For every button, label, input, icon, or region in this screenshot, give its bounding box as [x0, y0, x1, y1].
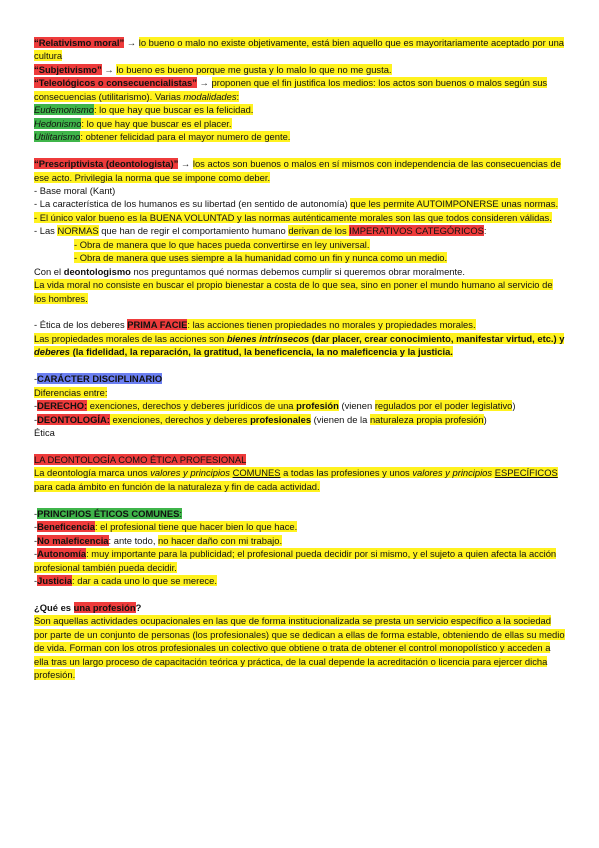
no-maleficencia-line: -No maleficencia: ante todo, no hacer daño con mi trabajo. [34, 534, 283, 546]
deontologia-term: DEONTOLOGÍA: [37, 413, 110, 425]
profesion-term: una profesión [73, 601, 136, 613]
arrow-icon: → [178, 158, 193, 170]
sub-list-item: - Obra de manera que uses siempre a la humanidad como un fin y nunca como un medio. [74, 252, 448, 264]
arrow-icon: → [101, 63, 117, 75]
caracter-disciplinario-heading: CARÁCTER DISCIPLINARIO [37, 373, 163, 385]
section-heading: -CARÁCTER DISCIPLINARIO [34, 373, 163, 385]
prescriptivista-term: “Prescriptivista (deontologista)” [34, 158, 179, 170]
justicia-term: Justicia [37, 575, 73, 587]
utilitarismo-line: Utilitarismo: obtener felicidad para el mayor numero de gente. [34, 131, 291, 143]
deontologia-marca-paragraph: La deontología marca unos valores y principios COMUNES a todas las profesiones y unos valores y principios ESPECÍFICOS para cada ámbito en función de la naturaleza y fin de cada actividad. [34, 467, 558, 492]
sub-list-item: - Obra de manera que lo que haces pueda convertirse en ley universal. [74, 238, 370, 250]
subjetivismo-term: “Subjetivismo” [34, 63, 102, 75]
diferencias-line: Diferencias entre: [34, 386, 108, 398]
principios-heading: PRINCIPIOS ÉTICOS COMUNES [37, 507, 180, 519]
modalidades-label: modalidades [183, 90, 237, 102]
arrow-icon: → [196, 77, 212, 89]
relativismo-paragraph [34, 36, 566, 63]
relativismo-text: lo bueno o malo no existe objetivamente, está bien aquello que es mayoritariamente aceptado por una cultura [34, 37, 565, 62]
profesion-definition: Son aquellas actividades ocupacionales en las que de forma institucionalizada se presta un servicio específico a la sociedad por parte de un conjunto de personas (los profesionales) que se dedican a ellas de forma estable, obteniendo de ellas su medio de vida. Forman con los otros profesionales un colectivo que obtiene o trata de obtener el control monopolístico y acceden a ella tras un largo proceso de capacitación teórica y práctica, de la cual depende la acreditación o licencia para ejercer dicha profesión. [34, 615, 565, 681]
list-item: - La característica de los humanos es su libertad (en sentido de autonomía) que les permite AUTOIMPONERSE unas normas. [34, 198, 559, 210]
section-heading [34, 453, 566, 466]
beneficencia-line: -Beneficencia: el profesional tiene que hacer bien lo que hace. [34, 521, 298, 533]
etica-line: Ética [34, 427, 55, 439]
hedonismo-line: Hedonismo: lo que hay que buscar es el placer. [34, 117, 232, 129]
subjetivismo-paragraph [34, 63, 566, 76]
list-item: - Las NORMAS que han de regir el comportamiento humano derivan de los IMPERATIVOS CATEGÓRICOS: [34, 225, 487, 237]
propiedades-paragraph: Las propiedades morales de las acciones son bienes intrínsecos (dar placer, crear conocimiento, manifestar virtud, etc.) y deberes (la fidelidad, la reparación, la gratitud, la beneficencia, la no maleficencia y la justicia. [34, 332, 565, 358]
deontologia-line: -DEONTOLOGÍA: exenciones, derechos y deberes profesionales (vienen de la naturaleza propia profesión) [34, 413, 487, 425]
list-item: - Base moral (Kant) [34, 184, 116, 196]
teleologicos-paragraph: “Teleológicos o consecuencialistas” → proponen que el fin justifica los medios: los actos son buenos o malos según sus consecuencias (utilitarismo). Varias modalidades: [34, 77, 548, 102]
vida-moral-line: La vida moral no consiste en buscar el propio bienestar a costa de lo que sea, sino en poner el mundo humano al servicio de los hombres. [34, 279, 553, 304]
eudemonismo-line: Eudemonismo: lo que hay que buscar es la felicidad. [34, 104, 254, 116]
utilitarismo-term: Utilitarismo [34, 131, 81, 143]
section-heading: -PRINCIPIOS ÉTICOS COMUNES: [34, 507, 182, 519]
teleologicos-text: proponen que el fin justifica los medios: los actos son buenos o malos según sus consecuencias (utilitarismo). Varias [34, 77, 548, 102]
beneficencia-term: Beneficencia [37, 521, 95, 533]
derecho-term: DERECHO: [37, 400, 88, 412]
justicia-line: -Justicia: dar a cada uno lo que se merece. [34, 575, 217, 587]
arrow-icon: → [124, 37, 139, 48]
relativismo-term: “Relativismo moral” [34, 37, 125, 48]
derecho-line: -DERECHO: exenciones, derechos y deberes jurídicos de una profesión (vienen regulados por el poder legislativo) [34, 400, 516, 412]
profesion-question: ¿Qué es una profesión? [34, 601, 142, 613]
prima-facie-term: PRIMA FACIE [127, 319, 188, 331]
deontologismo-line: Con el deontologismo nos preguntamos qué normas debemos cumplir si queremos obrar moralmente. [34, 265, 465, 277]
no-maleficencia-term: No maleficencia [37, 534, 109, 546]
autonomia-term: Autonomía [37, 548, 87, 560]
eudemonismo-term: Eudemonismo [34, 104, 94, 116]
prescriptivista-paragraph: “Prescriptivista (deontologista)” → los actos son buenos o malos en sí mismos con independencia de las consecuencias de ese acto. Privilegia la norma que se impone como deber. [34, 158, 561, 183]
hedonismo-term: Hedonismo [34, 117, 82, 129]
prima-facie-paragraph: - Ética de los deberes PRIMA FACIE: las acciones tienen propiedades no morales y propiedades morales. [34, 319, 476, 331]
document-page [34, 36, 566, 682]
subjetivismo-text: lo bueno es bueno porque me gusta y lo malo lo que no me gusta. [116, 63, 392, 75]
teleologicos-term: “Teleológicos o consecuencialistas” [34, 77, 197, 89]
autonomia-line: -Autonomía: muy importante para la publicidad; el profesional pueda decidir por si mismo, y el sujeto a quien afecta la acción profesional también pueda decidir. [34, 548, 557, 573]
list-item: - El único valor bueno es la BUENA VOLUNTAD y las normas auténticamente morales son las que todos consideren válidas. [34, 211, 552, 223]
deontologia-etica-heading: LA DEONTOLOGÍA COMO ÉTICA PROFESIONAL [34, 453, 247, 465]
imperativos-term: IMPERATIVOS CATEGÓRICOS [349, 225, 484, 237]
